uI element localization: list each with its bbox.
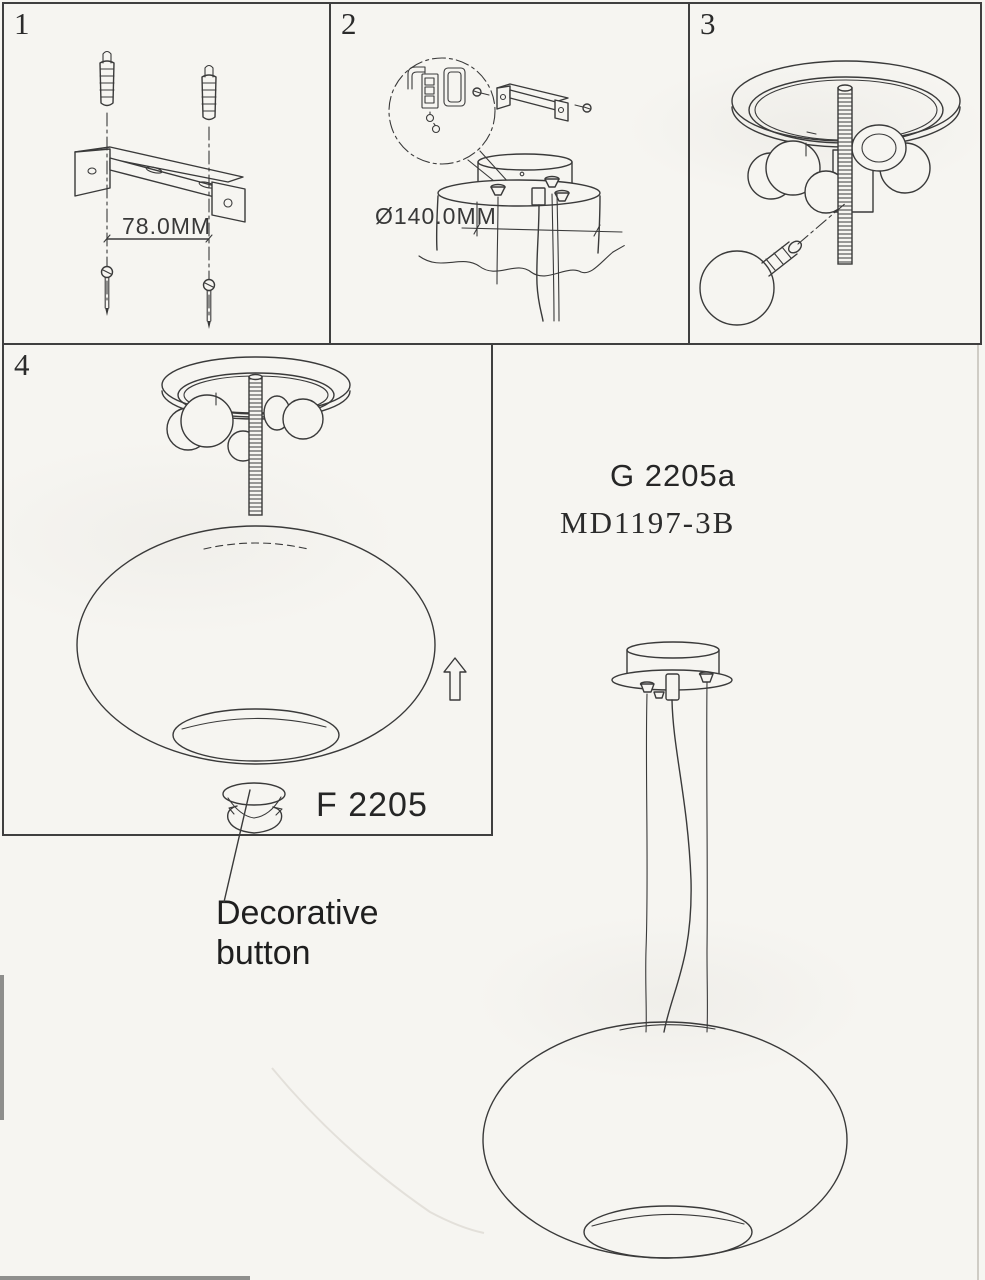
mounting-bracket-drawing — [497, 84, 568, 121]
glass-globe-drawing — [77, 526, 435, 764]
bracket-spacing-dimension: 78.0MM — [122, 213, 212, 239]
decorative-button-label — [216, 893, 379, 973]
light-bulbs-drawing — [167, 393, 323, 461]
mounting-bracket-drawing — [75, 147, 245, 222]
step-3-drawing — [690, 4, 980, 343]
pendant-canopy-drawing — [612, 642, 732, 700]
globe-neck-dashed — [204, 543, 308, 549]
page-edge-line — [977, 345, 979, 1280]
canopy-diameter-dimension: Ø140.0MM — [375, 203, 497, 229]
shade-part-code-label: F 2205 — [316, 786, 428, 824]
pendant-lamp-drawing — [460, 630, 985, 1280]
scan-edge-bottom — [0, 1276, 250, 1280]
decorative-button-label-line2: button — [216, 934, 311, 972]
threaded-rod-drawing — [838, 85, 852, 264]
step-4-drawing — [4, 345, 491, 834]
step-3-number: 3 — [700, 6, 716, 41]
step-4-panel — [2, 343, 493, 836]
step-4-number: 4 — [14, 347, 30, 382]
wall-anchor-drawing — [100, 52, 114, 106]
step-3-panel — [688, 2, 982, 345]
scan-crease — [272, 1068, 484, 1233]
wall-anchor-drawing — [202, 66, 216, 120]
step-2-drawing — [331, 4, 688, 343]
light-bulb-drawing — [700, 239, 804, 325]
model-number-label: MD1197-3B — [560, 505, 736, 540]
decorative-button-label-line1: Decorative — [216, 894, 379, 932]
step-2-panel — [329, 2, 690, 345]
magnifier-detail-circle — [389, 58, 495, 164]
canopy-drawing — [419, 154, 627, 321]
product-code-label: G 2205a — [610, 458, 736, 493]
threaded-rod-drawing — [249, 375, 262, 516]
wires-drawing — [497, 194, 559, 321]
terminal-block-drawing — [422, 68, 465, 133]
step-2-number: 2 — [341, 6, 357, 41]
step-1-drawing — [4, 4, 329, 343]
cord-grip-block — [532, 188, 545, 205]
scan-edge-left — [0, 975, 4, 1120]
step-1-number: 1 — [14, 6, 30, 41]
pendant-globe-drawing — [483, 1022, 847, 1258]
suspension-cables-drawing — [646, 682, 708, 1032]
rotation-arrow-icon — [228, 806, 282, 833]
step-1-panel — [2, 2, 331, 345]
